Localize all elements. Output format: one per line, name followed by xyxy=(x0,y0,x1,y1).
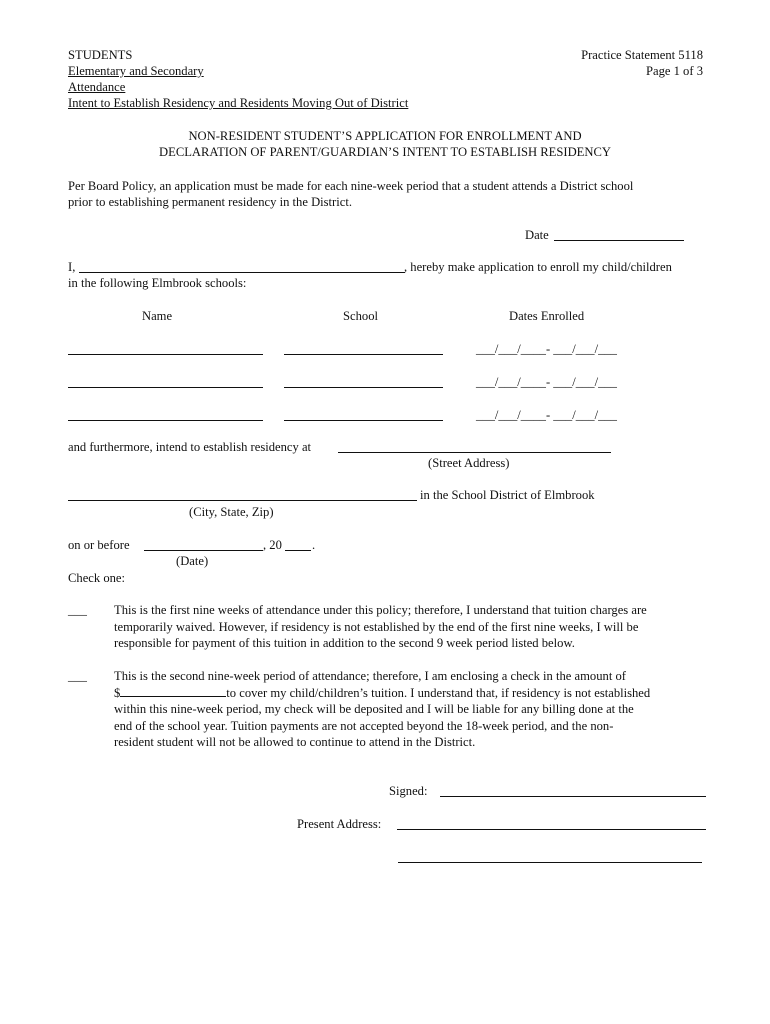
header-subtopic: Intent to Establish Residency and Residents Moving Out of District xyxy=(68,96,409,110)
present-address-field-1[interactable] xyxy=(397,829,706,830)
form-title-line1: NON-RESIDENT STUDENT’S APPLICATION FOR ENROLLMENT AND xyxy=(188,129,582,143)
signature-field[interactable] xyxy=(440,796,706,797)
header-topic: Attendance xyxy=(68,80,126,94)
city-state-zip-field[interactable] xyxy=(68,500,417,501)
street-address-field[interactable] xyxy=(338,452,611,453)
application-prefix: I, xyxy=(68,260,76,274)
year-field[interactable] xyxy=(285,550,311,551)
option2-text xyxy=(114,668,650,751)
intro-line1: Per Board Policy, an application must be made for each nine-week period that a student attends a District school xyxy=(68,179,634,193)
header-left xyxy=(68,47,408,111)
dollar-sign: $ xyxy=(114,685,121,700)
form-title-line2: DECLARATION OF PARENT/GUARDIAN’S INTENT TO ESTABLISH RESIDENCY xyxy=(159,145,611,159)
option2-line2 xyxy=(114,685,650,702)
signed-label: Signed: xyxy=(389,784,428,798)
residency-prefix: and furthermore, intend to establish residency at xyxy=(68,440,312,454)
check-amount-field[interactable] xyxy=(120,685,226,697)
option1-text xyxy=(114,602,647,652)
column-header-name: Name xyxy=(142,309,173,323)
option2-line1: This is the second nine-week period of attendance; therefore, I am enclosing a check in the amount of xyxy=(114,669,626,683)
check-one-label: Check one: xyxy=(68,571,126,585)
parent-name-field[interactable] xyxy=(79,272,405,273)
option2-line3: within this nine-week period, my check will be deposited and I will be liable for any billing done at the xyxy=(114,702,634,716)
street-address-caption: (Street Address) xyxy=(428,456,510,470)
district-suffix: in the School District of Elmbrook xyxy=(420,488,595,502)
column-header-school: School xyxy=(343,309,378,323)
date-caption: (Date) xyxy=(176,554,209,568)
form-title xyxy=(0,128,770,160)
page-number: Page 1 of 3 xyxy=(645,64,703,78)
dates-enrolled-field-1[interactable]: ___/___/____- ___/___/___ xyxy=(476,342,617,356)
residency-date-field[interactable] xyxy=(144,550,263,551)
on-or-before-label: on or before xyxy=(68,538,130,552)
year-prefix: , 20 xyxy=(263,538,282,552)
intro-line2: prior to establishing permanent residency in the District. xyxy=(68,195,352,209)
application-line2: in the following Elmbrook schools: xyxy=(68,276,247,290)
date-label: Date xyxy=(525,228,549,242)
application-suffix: , hereby make application to enroll my child/children xyxy=(404,260,672,274)
practice-statement: Practice Statement 5118 xyxy=(581,48,703,62)
intro-paragraph xyxy=(68,178,633,210)
student-name-field-3[interactable] xyxy=(68,420,263,421)
header-right xyxy=(581,47,703,79)
column-header-dates: Dates Enrolled xyxy=(509,309,585,323)
header-subcategory: Elementary and Secondary xyxy=(68,64,204,78)
city-caption: (City, State, Zip) xyxy=(189,505,274,519)
student-name-field-1[interactable] xyxy=(68,354,263,355)
header-category: STUDENTS xyxy=(68,48,133,62)
date-field[interactable] xyxy=(554,240,684,241)
option2-checkbox-blank[interactable]: ___ xyxy=(68,669,87,683)
dates-enrolled-field-3[interactable]: ___/___/____- ___/___/___ xyxy=(476,408,617,422)
present-address-label: Present Address: xyxy=(297,817,382,831)
dates-enrolled-field-2[interactable]: ___/___/____- ___/___/___ xyxy=(476,375,617,389)
option1-line2: temporarily waived. However, if residency is not established by the end of the first nine weeks, I will be xyxy=(114,619,639,634)
option1-line3: responsible for payment of this tuition in addition to the second 9 week period listed below. xyxy=(114,636,575,650)
option2-line5: resident student will not be allowed to continue to attend in the District. xyxy=(114,735,476,749)
option1-line1: This is the first nine weeks of attendance under this policy; therefore, I understand that tuition charges are xyxy=(114,603,647,617)
present-address-field-2[interactable] xyxy=(398,862,702,863)
option2-line4: end of the school year. Tuition payments are not accepted beyond the 18-week period, and the non- xyxy=(114,718,614,733)
school-field-1[interactable] xyxy=(284,354,443,355)
school-field-3[interactable] xyxy=(284,420,443,421)
year-suffix: . xyxy=(312,538,316,552)
student-name-field-2[interactable] xyxy=(68,387,263,388)
option2-line2-rest: to cover my child/children’s tuition. I understand that, if residency is not established xyxy=(226,685,651,700)
school-field-2[interactable] xyxy=(284,387,443,388)
option1-checkbox-blank[interactable]: ___ xyxy=(68,603,87,617)
